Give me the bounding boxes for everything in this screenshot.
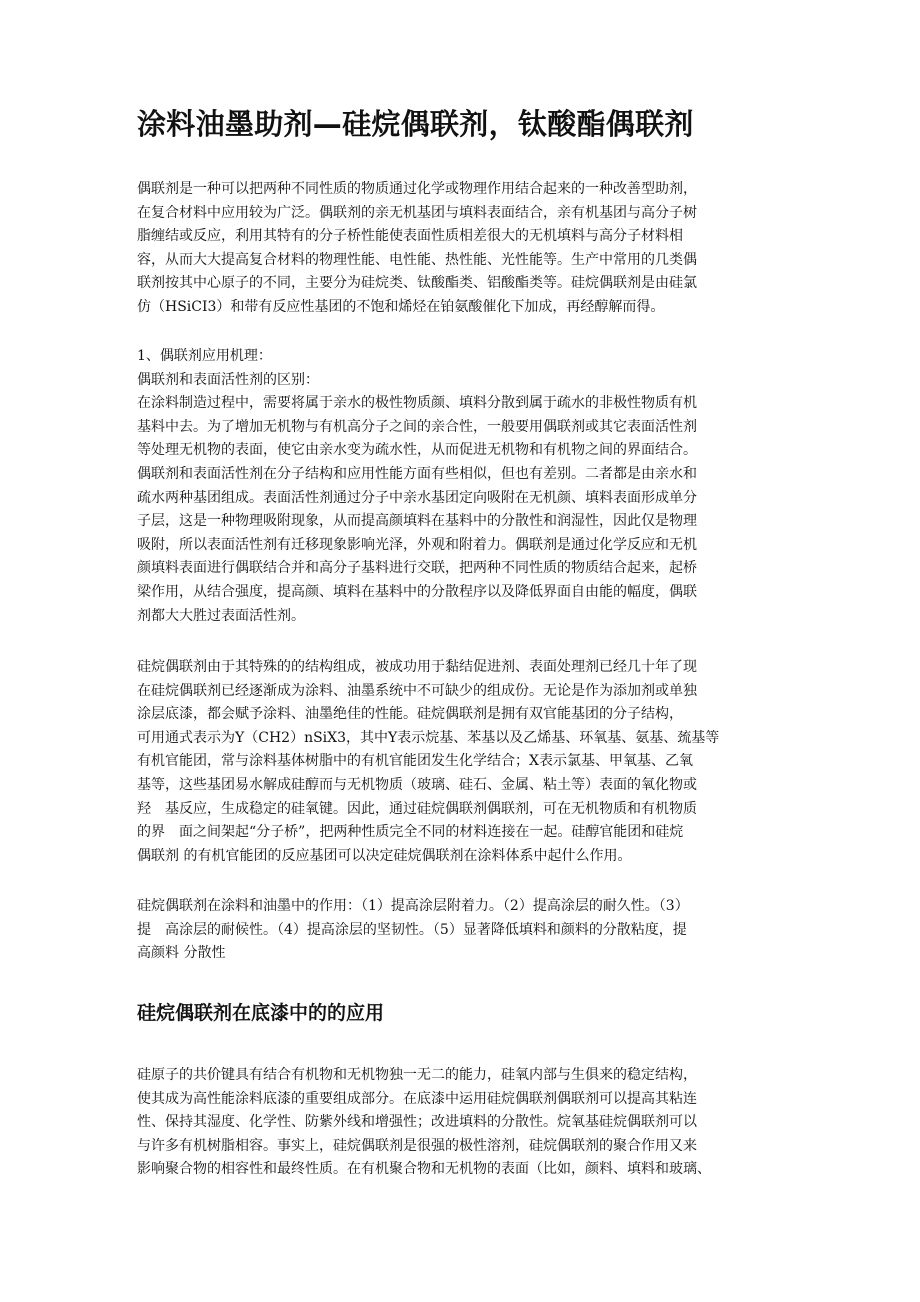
silane-line: 偶联剂 的有机官能团的反应基团可以决定硅烷偶联剂在涂料体系中起什么作用。 bbox=[137, 847, 632, 864]
document-title: 涂料油墨助剂—硅烷偶联剂，钛酸酯偶联剂 bbox=[137, 107, 694, 141]
mechanism-paragraph bbox=[137, 345, 799, 628]
roles-line: 高颜料 分散性 bbox=[137, 945, 226, 962]
primer-line: 与许多有机树脂相容。事实上，硅烷偶联剂是很强的极性溶剂，硅烷偶联剂的聚合作用又来 bbox=[137, 1137, 697, 1154]
mechanism-line: 子层，这是一种物理吸附现象，从而提高颜填料在基料中的分散性和润湿性，因此仅是物理 bbox=[137, 513, 697, 530]
roles-line: 硅烷偶联剂在涂料和油墨中的作用：（1）提高涂层附着力。（2）提高涂层的耐久性。（3） bbox=[137, 898, 689, 914]
mechanism-line: 等处理无机物的表面，使它由亲水变为疏水性，从而促进无机物和有机物之间的界面结合。 bbox=[137, 442, 697, 459]
intro-line: 脂缠结或反应，利用其特有的分子桥性能使表面性质相差很大的无机填料与高分子材料相 bbox=[137, 228, 683, 245]
primer-line: 使其成为高性能涂料底漆的重要组成部分。在底漆中运用硅烷偶联剂偶联剂可以提高其粘连 bbox=[137, 1090, 697, 1107]
intro-paragraph bbox=[137, 178, 799, 320]
section-heading: 硅烷偶联剂在底漆中的的应用 bbox=[137, 1002, 385, 1024]
mechanism-line: 吸附，所以表面活性剂有迁移现象影响光泽，外观和附着力。偶联剂是通过化学反应和无机 bbox=[137, 536, 697, 553]
intro-line: 容，从而大大提高复合材料的物理性能、电性能、热性能、光性能等。生产中常用的几类偶 bbox=[137, 251, 697, 268]
mechanism-subheading: 偶联剂和表面活性剂的区别： bbox=[137, 371, 319, 388]
mechanism-line: 基料中去。为了增加无机物与有机高分子之间的亲合性，一般要用偶联剂或其它表面活性剂 bbox=[137, 418, 697, 435]
mechanism-line: 在涂料制造过程中，需要将属于亲水的极性物质颜、填料分散到属于疏水的非极性物质有机 bbox=[137, 395, 697, 412]
intro-line: 联剂按其中心原子的不同，主要分为硅烷类、钛酸酯类、铝酸酯类等。硅烷偶联剂是由硅氯 bbox=[137, 275, 697, 292]
silane-paragraph bbox=[137, 656, 799, 868]
silane-line: 可用通式表示为Y（CH2）nSiX3，其中Y表示烷基、苯基以及乙烯基、环氧基、氨基、巯基等 bbox=[137, 729, 720, 746]
intro-line: 在复合材料中应用较为广泛。偶联剂的亲无机基团与填料表面结合，亲有机基团与高分子树 bbox=[137, 204, 697, 221]
silane-line: 羟 基反应，生成稳定的硅氧键。因此，通过硅烷偶联剂偶联剂，可在无机物质和有机物质 bbox=[137, 800, 697, 817]
roles-paragraph bbox=[137, 895, 799, 966]
silane-line: 涂层底漆，都会赋予涂料、油墨绝佳的性能。硅烷偶联剂是拥有双官能基团的分子结构， bbox=[137, 706, 683, 723]
mechanism-line: 疏水两种基团组成。表面活性剂通过分子中亲水基团定向吸附在无机颜、填料表面形成单分 bbox=[137, 489, 697, 506]
intro-line: 偶联剂是一种可以把两种不同性质的物质通过化学或物理作用结合起来的一种改善型助剂， bbox=[137, 181, 697, 197]
mechanism-line: 颜填料表面进行偶联结合并和高分子基料进行交联，把两种不同性质的物质结合起来，起桥 bbox=[137, 560, 697, 577]
silane-line: 硅烷偶联剂由于其特殊的的结构组成，被成功用于黏结促进剂、表面处理剂已经几十年了现 bbox=[137, 659, 697, 675]
mechanism-line: 梁作用，从结合强度，提高颜、填料在基料中的分散程序以及降低界面自由能的幅度，偶联 bbox=[137, 583, 697, 600]
silane-line: 基等，这些基团易水解成硅醇而与无机物质（玻璃、硅石、金属、粘土等）表面的氧化物或 bbox=[137, 776, 697, 793]
mechanism-heading: 1、偶联剂应用机理： bbox=[137, 348, 272, 364]
silane-line: 在硅烷偶联剂已经逐渐成为涂料、油墨系统中不可缺少的组成份。无论是作为添加剂或单独 bbox=[137, 682, 697, 699]
intro-line: 仿（HSiCI3）和带有反应性基团的不饱和烯烃在铂氨酸催化下加成，再经醇解而得。 bbox=[137, 298, 665, 315]
primer-paragraph bbox=[137, 1064, 799, 1182]
primer-line: 性、保持其湿度、化学性、防紫外线和增强性；改进填料的分散性。烷氧基硅烷偶联剂可以 bbox=[137, 1114, 697, 1131]
silane-line: 有机官能团，常与涂料基体树脂中的有机官能团发生化学结合；X表示氯基、甲氧基、乙氧 bbox=[137, 753, 693, 770]
primer-line: 硅原子的共价键具有结合有机物和无机物独一无二的能力，硅氧内部与生俱来的稳定结构， bbox=[137, 1067, 697, 1083]
primer-line: 影响聚合物的相容性和最终性质。在有机聚合物和无机物的表面（比如，颜料、填料和玻璃、 bbox=[137, 1161, 711, 1178]
mechanism-line: 偶联剂和表面活性剂在分子结构和应用性能方面有些相似，但也有差别。二者都是由亲水和 bbox=[137, 465, 697, 482]
roles-line: 提 高涂层的耐候性。（4）提高涂层的坚韧性。（5）显著降低填料和颜料的分散粘度，提 bbox=[137, 921, 687, 938]
silane-line: 的界 面之间架起“分子桥”，把两种性质完全不同的材料连接在一起。硅醇官能团和硅烷 bbox=[137, 824, 684, 841]
mechanism-line: 剂都大大胜过表面活性剂。 bbox=[137, 607, 305, 624]
